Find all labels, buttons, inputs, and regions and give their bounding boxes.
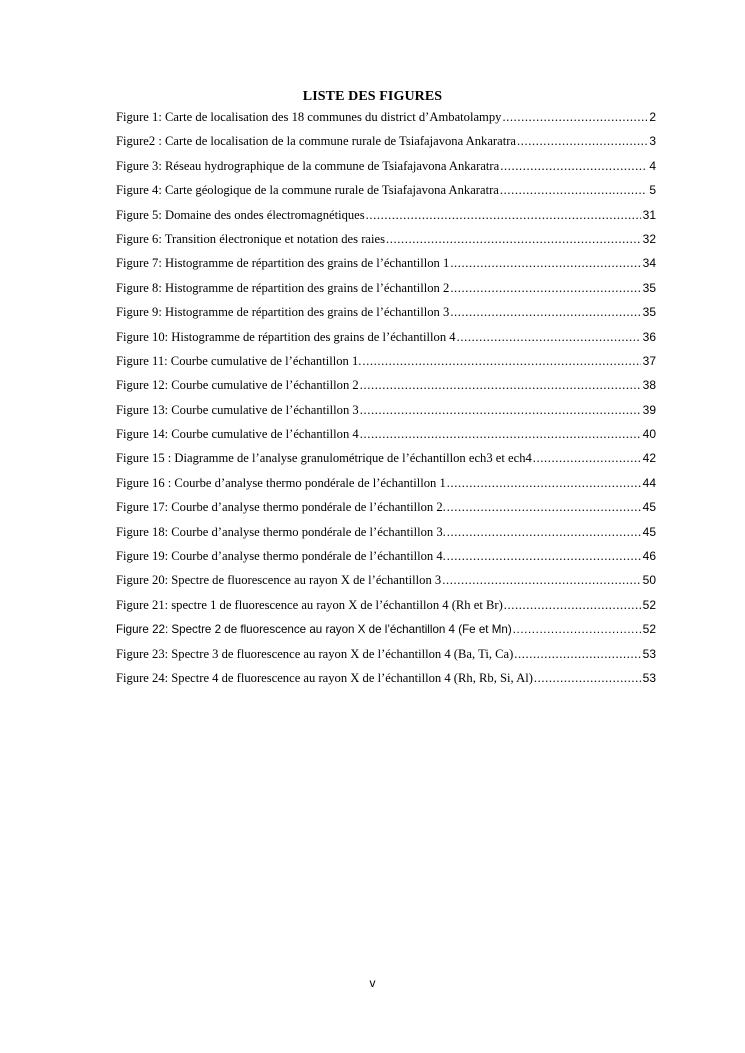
figure-entry-page-number: 34 [642, 256, 656, 271]
figure-entry-page-number: 40 [642, 427, 656, 442]
page-title: LISTE DES FIGURES [302, 89, 443, 104]
figure-entry-page-number: 37 [642, 353, 656, 368]
figure-entry-page-number: 42 [642, 451, 656, 466]
dot-leader [366, 205, 641, 225]
figure-list [116, 107, 656, 692]
dot-leader [360, 400, 641, 420]
figure-entry-label: Figure 19: Courbe d’analyse thermo pondérale de l’échantillon 4. [116, 549, 446, 564]
figure-entry-page-number: 45 [642, 500, 656, 515]
figure-entry-label: Figure 6: Transition électronique et notation des raies [116, 231, 385, 246]
figure-entry-label: Figure 14: Courbe cumulative de l’échantillon 4 [116, 427, 359, 442]
figure-entry-label: Figure 15 : Diagramme de l’analyse granulométrique de l’échantillon ech3 et ech4 [116, 451, 532, 466]
figure-entry-label: Figure 3: Réseau hydrographique de la commune de Tsiafajavona Ankaratra [116, 158, 500, 173]
figure-entry-label: Figure 20: Spectre de fluorescence au rayon X de l’échantillon 3 [116, 573, 442, 588]
figure-entry-page-number: 53 [642, 646, 656, 661]
dot-leader [360, 424, 641, 444]
figure-entry-label: Figure 17: Courbe d’analyse thermo pondérale de l’échantillon 2. [116, 500, 446, 515]
figure-entry-page-number: 35 [642, 280, 656, 295]
figure-entry[interactable] [116, 448, 656, 472]
figure-entry-page-number: 38 [642, 378, 656, 393]
figure-entry[interactable] [116, 595, 656, 619]
figure-entry-label: Figure 13: Courbe cumulative de l’échantillon 3 [116, 402, 359, 417]
figure-entry-page-number: 2 [649, 110, 656, 124]
figure-entry-label: Figure 23: Spectre 3 de fluorescence au rayon X de l’échantillon 4 (Ba, Ti, Ca) [116, 646, 514, 661]
figure-entry[interactable] [116, 107, 656, 131]
figure-entry[interactable] [116, 546, 656, 570]
dot-leader [360, 375, 641, 395]
figure-entry[interactable] [116, 229, 656, 253]
figure-entry-label: Figure 10: Histogramme de répartition des grains de l’échantillon 4 [116, 329, 456, 344]
figure-entry[interactable] [116, 205, 656, 229]
dot-leader [447, 497, 641, 517]
figure-entry[interactable] [116, 156, 656, 180]
dot-leader [502, 107, 647, 127]
figure-entry-page-number: 35 [642, 305, 656, 320]
figure-entry[interactable] [116, 253, 656, 277]
page-number: v [369, 976, 376, 990]
dot-leader [362, 351, 640, 371]
figure-entry[interactable] [116, 619, 656, 643]
dot-leader [457, 327, 641, 347]
figure-entry[interactable] [116, 668, 656, 692]
figure-entry[interactable] [116, 180, 656, 204]
figure-entry-page-number: 52 [642, 622, 656, 637]
figure-entry[interactable] [116, 327, 656, 351]
figure-entry-page-number: 39 [642, 402, 656, 417]
figure-entry[interactable] [116, 375, 656, 399]
dot-leader [442, 570, 640, 590]
dot-leader [500, 156, 647, 176]
figure-entry[interactable] [116, 302, 656, 326]
dot-leader [447, 473, 641, 493]
dot-leader [386, 229, 641, 249]
figure-entry-page-number: 52 [642, 597, 656, 612]
figure-entry-page-number: 46 [642, 549, 656, 564]
figure-entry-label: Figure 24: Spectre 4 de fluorescence au rayon X de l’échantillon 4 (Rh, Rb, Si, Al) [116, 670, 533, 685]
dot-leader [517, 131, 647, 151]
dot-leader [514, 644, 640, 664]
figure-entry-label: Figure 12: Courbe cumulative de l’échantillon 2 [116, 378, 359, 393]
figure-entry-page-number: 53 [642, 670, 656, 685]
figure-entry-label: Figure 8: Histogramme de répartition des grains de l’échantillon 2 [116, 280, 450, 295]
figure-entry-label: Figure 4: Carte géologique de la commune rurale de Tsiafajavona Ankaratra [116, 183, 499, 198]
figure-entry[interactable] [116, 400, 656, 424]
dot-leader [447, 546, 641, 566]
figure-entry[interactable] [116, 351, 656, 375]
dot-leader [450, 253, 640, 273]
figure-entry-page-number: 5 [649, 183, 656, 198]
figure-entry-label: Figure 5: Domaine des ondes électromagnétiques [116, 207, 365, 222]
figure-entry-label: Figure 16 : Courbe d’analyse thermo pondérale de l’échantillon 1 [116, 475, 446, 490]
figure-entry-page-number: 4 [649, 158, 656, 173]
figure-entry[interactable] [116, 644, 656, 668]
dot-leader [513, 620, 641, 640]
figure-entry-page-number: 45 [642, 524, 656, 539]
figure-entry[interactable] [116, 497, 656, 521]
figure-entry[interactable] [116, 131, 656, 155]
figure-entry-page-number: 36 [642, 329, 656, 344]
figure-entry-page-number: 50 [642, 573, 656, 588]
figure-entry-label: Figure 7: Histogramme de répartition des grains de l’échantillon 1 [116, 256, 450, 271]
figure-entry-label: Figure 11: Courbe cumulative de l’échantillon 1. [116, 353, 362, 368]
figure-entry[interactable] [116, 522, 656, 546]
figure-entry-label: Figure 9: Histogramme de répartition des grains de l’échantillon 3 [116, 305, 450, 320]
figure-entry[interactable] [116, 570, 656, 594]
figure-entry[interactable] [116, 473, 656, 497]
figure-entry-page-number: 3 [649, 134, 656, 149]
dot-leader [533, 448, 641, 468]
figure-entry-label: Figure 21: spectre 1 de fluorescence au rayon X de l’échantillon 4 (Rh et Br) [116, 597, 503, 612]
dot-leader [450, 302, 640, 322]
dot-leader [534, 668, 641, 688]
figure-entry-page-number: 44 [642, 475, 656, 490]
dot-leader [447, 522, 641, 542]
figure-entry-page-number: 31 [642, 207, 656, 222]
dot-leader [504, 595, 641, 615]
figure-entry[interactable] [116, 424, 656, 448]
figure-entry-label: Figure 1: Carte de localisation des 18 communes du district d’Ambatolampy [116, 110, 502, 124]
figure-entry-page-number: 32 [642, 231, 656, 246]
figure-entry-label: Figure 18: Courbe d’analyse thermo pondérale de l’échantillon 3. [116, 524, 446, 539]
dot-leader [500, 180, 647, 200]
figure-entry-label: Figure2 : Carte de localisation de la commune rurale de Tsiafajavona Ankaratra [116, 134, 516, 149]
dot-leader [450, 278, 640, 298]
figure-entry[interactable] [116, 278, 656, 302]
figure-entry-label: Figure 22: Spectre 2 de fluorescence au rayon X de l’échantillon 4 (Fe et Mn) [116, 623, 512, 637]
